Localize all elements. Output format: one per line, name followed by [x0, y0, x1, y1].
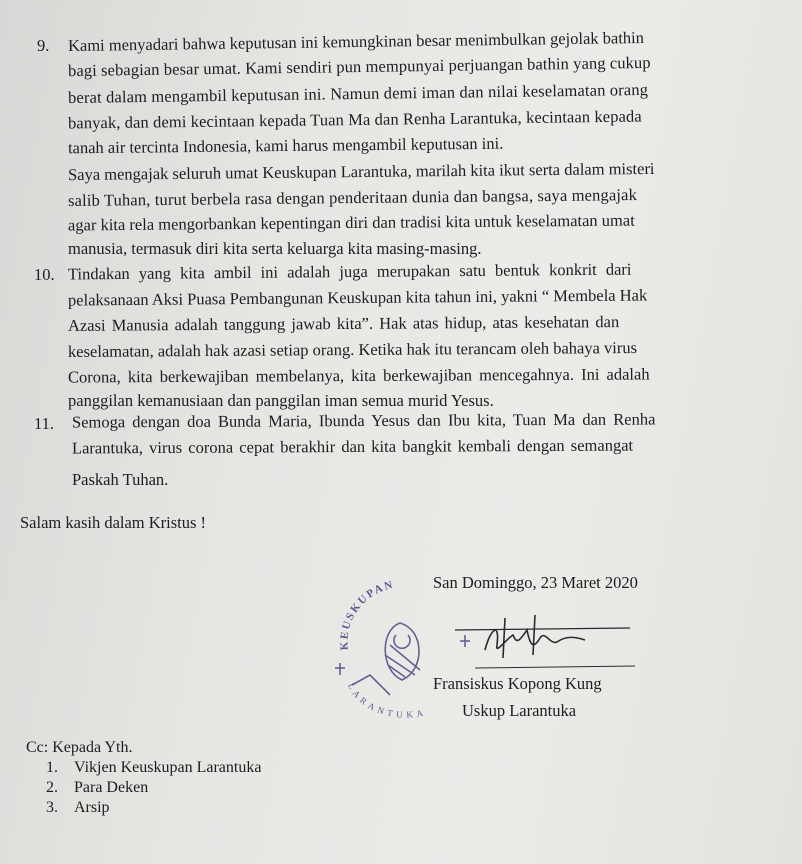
- closing-greeting: Salam kasih dalam Kristus !: [20, 513, 207, 532]
- cc-item-number: 2.: [46, 779, 58, 796]
- paragraph-line: keselamatan, adalah hak azasi setiap orang. Ketika hak itu terancam oleh bahaya virus: [67, 338, 638, 361]
- cc-item: [46, 778, 261, 798]
- cc-item: [46, 758, 261, 778]
- paragraph-line: Kami menyadari bahwa keputusan ini kemungkinan besar menimbulkan gejolak bathin: [67, 27, 645, 56]
- signer-name: Fransiskus Kopong Kung: [433, 674, 602, 693]
- paragraph-line: agar kita rela mengorbankan kepentingan diri dan tradisi kita untuk keselamatan umat: [67, 210, 635, 235]
- cc-item-number: 1.: [46, 759, 58, 776]
- paragraph-line: berat dalam mengambil keputusan ini. Namun demi iman dan nilai keselamatan orang: [67, 79, 649, 108]
- paragraph-line: tanah air tercinta Indonesia, kami harus mengambil keputusan ini.: [67, 133, 504, 158]
- paragraph-line: Semoga dengan doa Bunda Maria, Ibunda Yesus dan Ibu kita, Tuan Ma dan Renha: [71, 409, 656, 432]
- paragraph-line: Tindakan yang kita ambil ini adalah juga merupakan satu bentuk konkrit dari: [67, 259, 632, 284]
- paragraph-line: bagi sebagian besar umat. Kami sendiri pun mempunyai perjuangan bathin yang cukup: [67, 52, 651, 81]
- paragraph-number: 9.: [37, 36, 50, 55]
- seal-text-bottom: LARANTUKA: [345, 681, 428, 720]
- cc-item-number: 3.: [46, 799, 58, 816]
- paragraph-number: 11.: [34, 414, 55, 433]
- cc-item-text: Vikjen Keuskupan Larantuka: [74, 759, 262, 776]
- cc-item-text: Para Deken: [74, 779, 149, 796]
- paragraph-line: pelaksanaan Aksi Puasa Pembangunan Keuskupan kita tahun ini, yakni “ Membela Hak: [67, 285, 648, 310]
- paragraph-line: Azasi Manusia adalah tanggung jawab kita”. Hak atas hidup, atas kesehatan dan: [67, 312, 620, 335]
- paragraph-line: manusia, termasuk diri kita serta keluarga kita masing-masing.: [68, 239, 482, 258]
- cc-item-text: Arsip: [74, 799, 110, 816]
- svg-text:LARANTUKA: [346, 681, 428, 719]
- paragraph-line: salib Tuhan, turut berbela rasa dengan penderitaan dunia dan bangsa, saya mengajak: [67, 185, 638, 210]
- cc-list: [26, 738, 261, 818]
- paragraph-line: banyak, dan demi kecintaan kepada Tuan Ma dan Renha Larantuka, kecintaan kepada: [67, 106, 642, 133]
- signer-title: Uskup Larantuka: [462, 701, 577, 720]
- cc-heading: Cc: Kepada Yth.: [26, 739, 133, 756]
- paragraph-line: Saya mengajak seluruh umat Keuskupan Larantuka, marilah kita ikut serta dalam misteri: [67, 158, 655, 185]
- place-and-date: San Dominggo, 23 Maret 2020: [433, 573, 638, 592]
- seal-text-top: KEUSKUPAN: [338, 578, 396, 651]
- handwritten-signature: [445, 600, 645, 670]
- paragraph-number: 10.: [34, 265, 55, 284]
- paragraph-line: Corona, kita berkewajiban membelanya, kita berkewajiban mencegahnya. Ini adalah: [67, 364, 650, 387]
- paragraph-line: Paskah Tuhan.: [72, 470, 169, 489]
- paragraph-line: Larantuka, virus corona cepat berakhir dan kita bangkit kembali dengan semangat: [71, 435, 634, 458]
- paragraph-line: panggilan kemanusiaan dan panggilan iman semua murid Yesus.: [68, 391, 494, 410]
- cc-item: [46, 798, 261, 818]
